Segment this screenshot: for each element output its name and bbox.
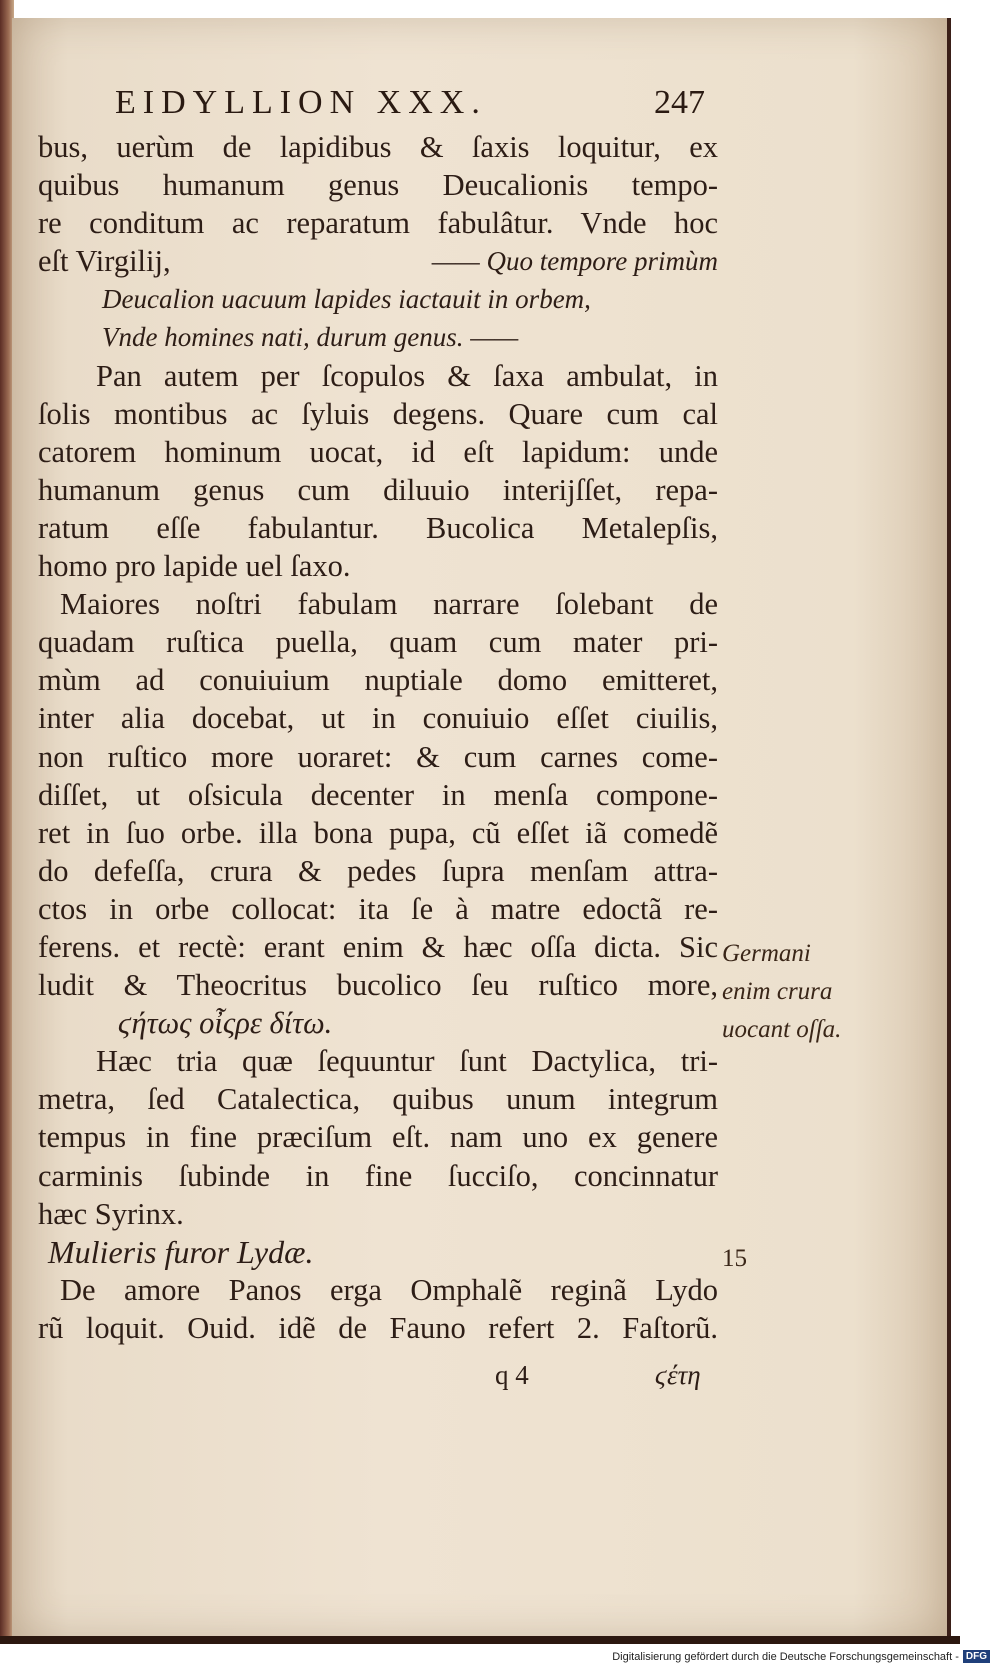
page-number: 247 [654, 84, 705, 121]
dfg-logo: DFG [963, 1650, 990, 1663]
text-line: ferens. et rectè: erant enim & hæc oſſa dicta. Sic [38, 929, 718, 964]
paragraph-first-line: Pan autem per ſcopulos & ſaxa ambulat, in [96, 358, 718, 393]
running-head [115, 84, 705, 130]
text-line: re conditum ac reparatum fabulâtur. Vnde hoc [38, 206, 718, 241]
text-line: hæc Syrinx. [38, 1196, 184, 1231]
page-bottom-edge [0, 1636, 960, 1644]
text-line: quibus humanum genus Deucalionis tempo- [38, 168, 718, 203]
signature-mark: q 4 [495, 1360, 529, 1390]
text-line: mùm ad conuiuium nuptiale domo emitteret, [38, 663, 718, 698]
virgil-citation-line [38, 242, 718, 280]
text-line: metra, ſed Catalectica, quibus unum integrum [38, 1082, 718, 1117]
text-line: catorem hominum uocat, id eſt lapidum: unde [38, 434, 718, 469]
text-line: inter alia docebat, ut in conuiuio eſſet ciuilis, [38, 701, 718, 736]
digitization-credit [612, 1650, 990, 1663]
margin-note-line: uocant oſſa. [722, 1016, 842, 1043]
text-line: ſolis montibus ac ſyluis degens. Quare cum cal [38, 396, 718, 431]
paragraph-first-line: De amore Panos erga Omphalẽ reginã Lydo [60, 1272, 718, 1307]
virgil-quote-start: —— Quo tempore primùm [431, 246, 718, 277]
text-line: non ruſtico more uoraret: & cum carnes come- [38, 739, 718, 774]
text-line: ludit & Theocritus bucolico ſeu ruſtico more, [38, 968, 718, 1003]
text-line: carminis ſubinde in fine ſucciſo, concinnatur [38, 1158, 718, 1193]
text-line: homo pro lapide uel ſaxo. [38, 549, 351, 584]
body-text [38, 128, 718, 1347]
paragraph-first-line: Hæc tria quæ ſequuntur ſunt Dactylica, tri- [96, 1044, 718, 1079]
text-line: bus, uerùm de lapidibus & ſaxis loquitur, ex [38, 130, 718, 164]
margin-note-line: Germani [722, 940, 811, 967]
text-line: tempus in fine præciſum eſt. nam uno ex genere [38, 1120, 718, 1155]
running-head-title: EIDYLLION XXX. [115, 84, 487, 121]
greek-quote: ϛήτως οἶςρε δίτω. [118, 1006, 333, 1041]
margin-note-line: enim crura [722, 978, 833, 1005]
text-line: ret in ſuo orbe. illa bona pupa, cũ eſſet iã comedẽ [38, 815, 718, 850]
quote-line: Vnde homines nati, durum genus. —— [102, 322, 519, 353]
text-line: do defeſſa, crura & pedes ſupra menſam attra- [38, 853, 718, 888]
margin-line-number: 15 [722, 1245, 747, 1272]
text-line: humanum genus cum diluuio interijſſet, repa- [38, 472, 718, 507]
text-line: ratum eſſe fabulantur. Bucolica Metalepſis, [38, 510, 718, 545]
credit-text: Digitalisierung gefördert durch die Deutsche Forschungsgemeinschaft - [612, 1650, 959, 1663]
catchword: ϛέτη [655, 1360, 701, 1390]
quote-line: Deucalion uacuum lapides iactauit in orbem, [102, 284, 591, 315]
paragraph-first-line: Maiores noſtri fabulam narrare ſolebant de [60, 587, 718, 622]
virgil-attribution: eſt Virgilij, [38, 244, 171, 279]
text-line: ctos in orbe collocat: ita ſe à matre edoctã re- [38, 891, 718, 926]
section-heading: Mulieris furor Lydæ. [48, 1233, 314, 1270]
text-line: quadam ruſtica puella, quam cum mater pri- [38, 625, 718, 660]
text-line: rũ loquit. Ouid. idẽ de Fauno refert 2. Faſtorũ. [38, 1310, 718, 1345]
text-line: diſſet, ut oſsicula decenter in menſa compone- [38, 777, 718, 812]
